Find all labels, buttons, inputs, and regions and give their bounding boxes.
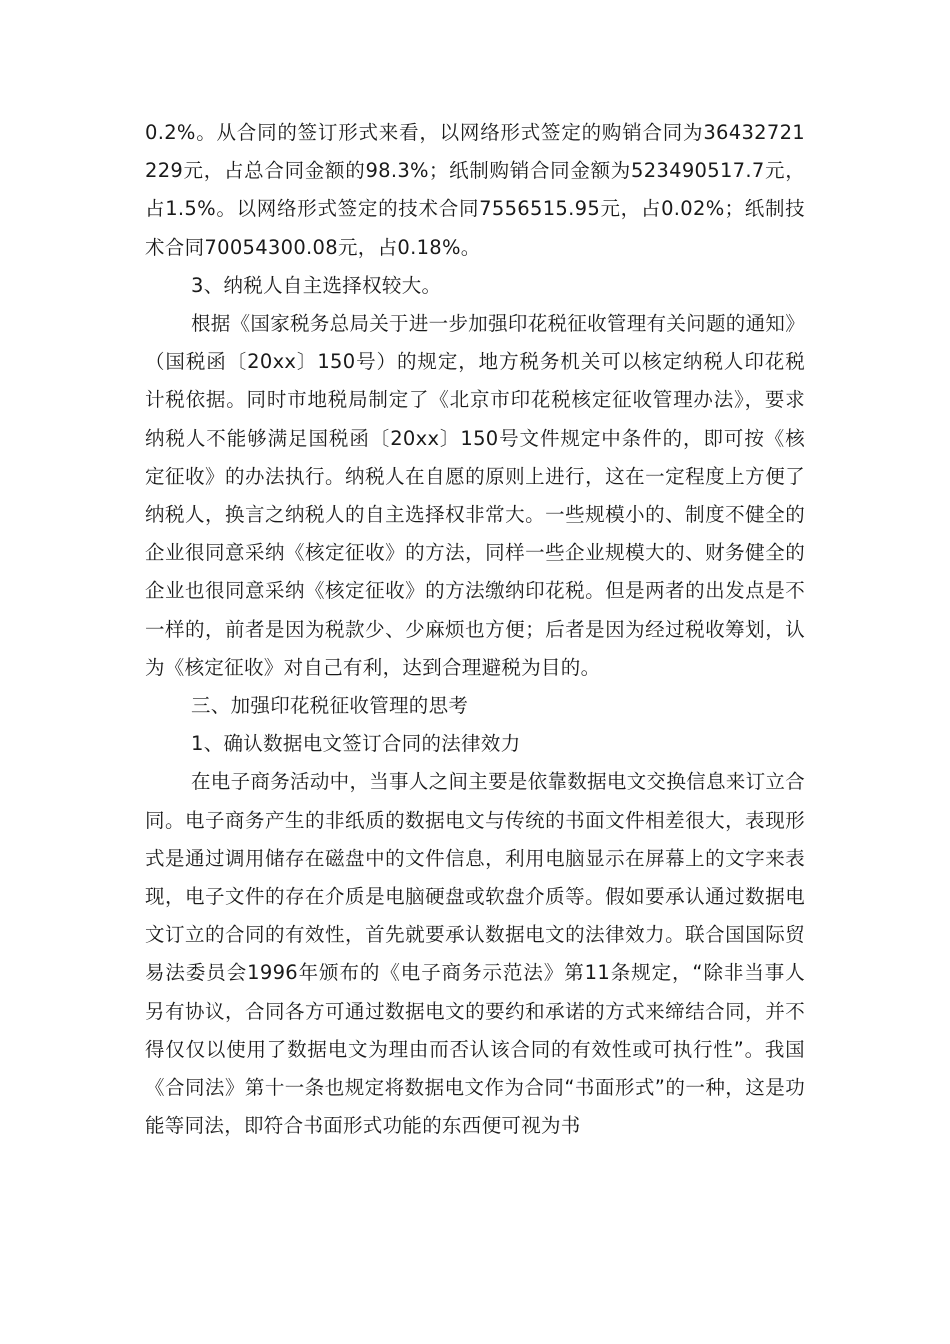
subheading-legal-effect: 1、确认数据电文签订合同的法律效力 (191, 732, 521, 756)
paragraph-assessed-collection: 根据《国家税务总局关于进一步加强印花税征收管理有关问题的通知》（国税函〔20xx〕150号）的规定，地方税务机关可以核定纳税人印花税计税依据。同时市地税局制定了《北京市印花税核定征收管理办法》，要求纳税人不能够满足国税函〔20xx〕150号文件规定中条件的，即可按《核定征收》的办法执行。纳税人在自愿的原则上进行，这在一定程度上方便了纳税人，换言之纳税人的自主选择权非常大。一些规模小的、制度不健全的企业很同意采纳《核定征收》的方法，同样一些企业规模大的、财务健全的企业也很同意采纳《核定征收》的方法缴纳印花税。但是两者的出发点是不一样的，前者是因为税款少、少麻烦也方便；后者是因为经过税收筹划，认为《核定征收》对自己有利，达到合理避税为目的。 (145, 312, 805, 679)
section-heading-thoughts: 三、加强印花税征收管理的思考 (191, 694, 469, 718)
document-body (145, 114, 805, 1145)
heading-taxpayer-choice: 3、纳税人自主选择权较大。 (191, 273, 442, 297)
paragraph-contract-statistics: 0.2%。从合同的签订形式来看，以网络形式签定的购销合同为36432721229元，占总合同金额的98.3%；纸制购销合同金额为523490517.7元，占1.5%。以网络形式签定的技术合同7556515.95元，占0.02%；纸制技术合同70054300.08元，占0.18%。 (145, 121, 805, 259)
paragraph-electronic-commerce: 在电子商务活动中，当事人之间主要是依靠数据电文交换信息来订立合同。电子商务产生的非纸质的数据电文与传统的书面文件相差很大，表现形式是通过调用储存在磁盘中的文件信息，利用电脑显示在屏幕上的文字来表现，电子文件的存在介质是电脑硬盘或软盘介质等。假如要承认通过数据电文订立的合同的有效性，首先就要承认数据电文的法律效力。联合国国际贸易法委员会1996年颁布的《电子商务示范法》第11条规定，“除非当事人另有协议，合同各方可通过数据电文的要约和承诺的方式来缔结合同，并不得仅仅以使用了数据电文为理由而否认该合同的有效性或可执行性”。我国《合同法》第十一条也规定将数据电文作为合同“书面形式”的一种，这是功能等同法，即符合书面形式功能的东西便可视为书 (145, 770, 805, 1138)
